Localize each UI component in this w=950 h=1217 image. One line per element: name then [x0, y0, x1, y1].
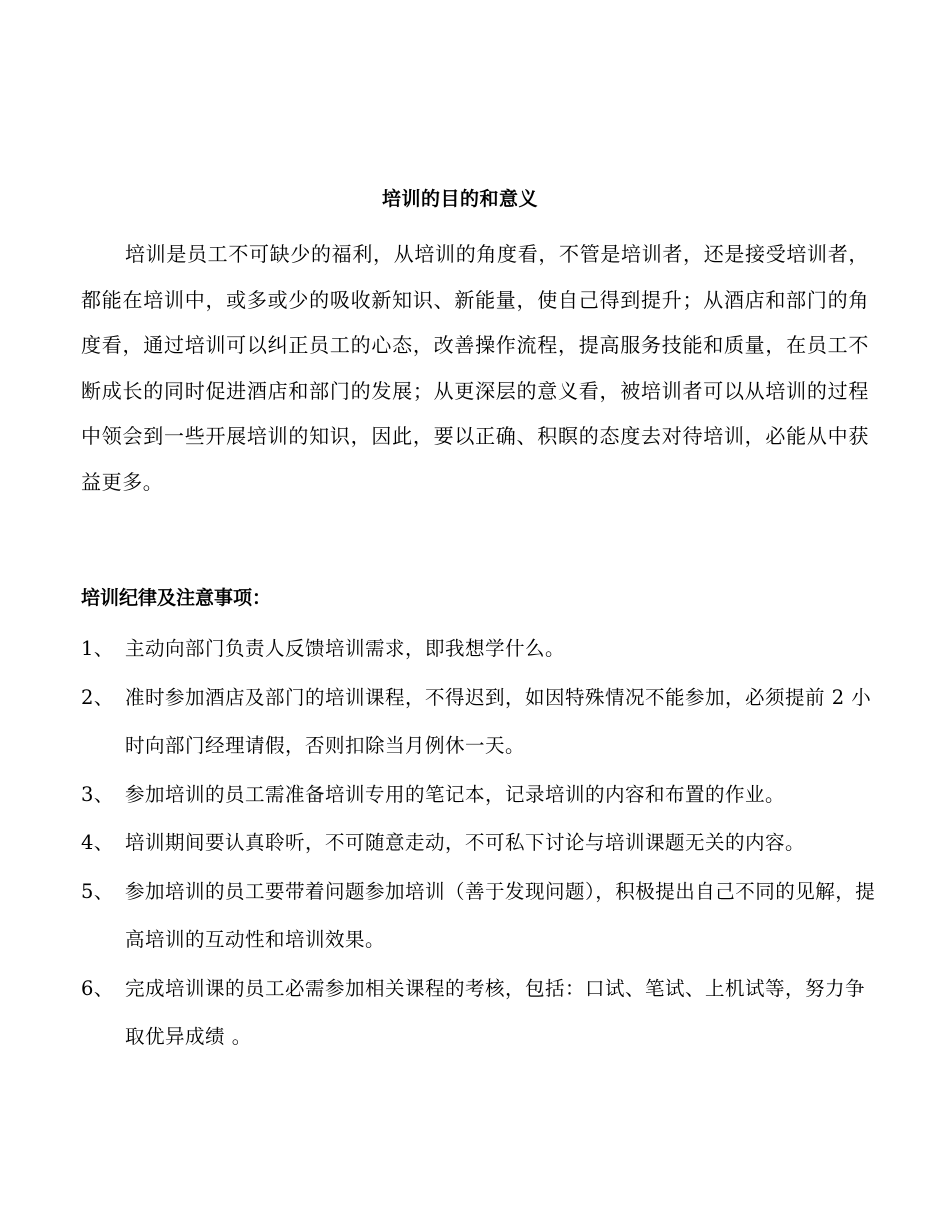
intro-paragraph: 培训是员工不可缺少的福利，从培训的角度看，不管是培训者，还是接受培训者，都能在培训中，或多或少的吸收新知识、新能量，使自己得到提升；从酒店和部门的角度看，通过培训可以纠正员工的心态，改善操作流程，提高服务技能和质量，在员工不断成长的同时促进酒店和部门的发展；从更深层的意义看，被培训者可以从培训的过程中领会到一些开展培训的知识，因此，要以正确、积瞑的态度去对待培训，必能从中获益更多。 — [81, 242, 869, 494]
rule-number: 5、 — [81, 879, 114, 903]
rule-text: 培训期间要认真聆听，不可随意走动，不可私下讨论与培训课题无关的内容。 — [125, 831, 806, 854]
rule-item — [81, 674, 881, 771]
rule-item — [81, 771, 881, 820]
rule-text: 完成培训课的员工必需参加相关课程的考核，包括：口试、笔试、上机试等，努力争取优异成绩 。 — [125, 976, 866, 1048]
rule-number: 1、 — [81, 637, 114, 660]
rule-item — [81, 965, 881, 1062]
rule-number: 3、 — [81, 782, 114, 806]
rule-text: 主动向部门负责人反馈培训需求，即我想学什么。 — [125, 637, 566, 660]
rules-list — [81, 625, 881, 1062]
rule-number: 4、 — [81, 831, 114, 854]
rule-item — [81, 625, 881, 674]
rule-text: 准时参加酒店及部门的培训课程，不得迟到，如因特殊情况不能参加，必须提前 2 小时向部门经理请假，否则扣除当月例休一天。 — [125, 685, 872, 757]
rule-number: 2、 — [81, 685, 114, 709]
rule-item — [81, 868, 881, 965]
rule-item — [81, 819, 881, 868]
rule-text: 参加培训的员工要带着问题参加培训（善于发现问题），积极提出自己不同的见解，提高培训的互动性和培训效果。 — [125, 879, 876, 951]
rule-text: 参加培训的员工需准备培训专用的笔记本，记录培训的内容和布置的作业。 — [125, 782, 786, 806]
document-title: 培训的目的和意义 — [381, 188, 538, 210]
rule-number: 6、 — [81, 976, 114, 1000]
section-heading: 培训纪律及注意事项： — [81, 587, 272, 609]
